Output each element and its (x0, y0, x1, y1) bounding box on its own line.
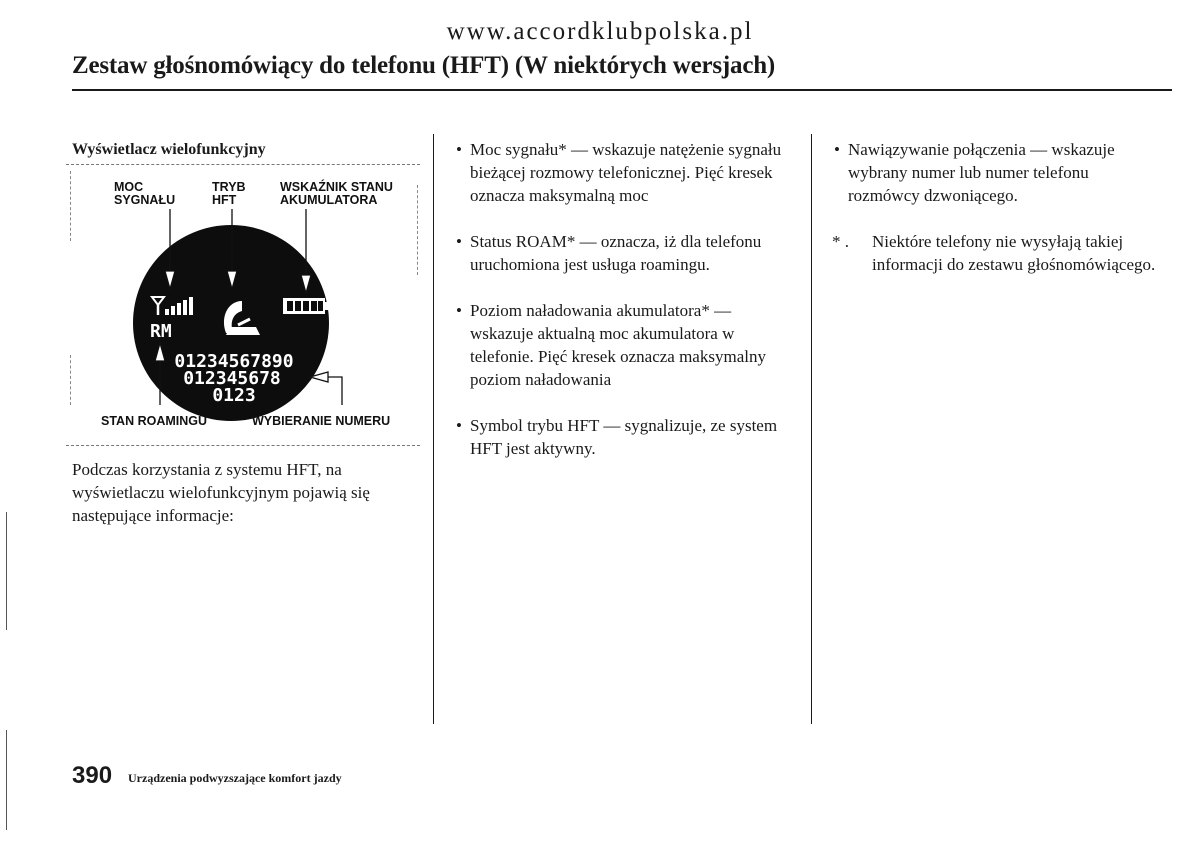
item-text: Symbol trybu HFT — sygnalizuje, ze system HFT jest aktywny. (470, 416, 778, 458)
item-text: Status ROAM* — oznacza, iż dla telefonu uruchomiona jest usługa roamingu. (470, 232, 762, 274)
page-title: Zestaw głośnomówiący do telefonu (HFT) (W niektórych wersjach) (72, 52, 776, 79)
bullet-mark: • (456, 301, 462, 320)
bullet-mark: • (834, 140, 840, 159)
list-item (456, 230, 786, 276)
column-divider-left (433, 134, 434, 724)
bullet-mark: • (456, 140, 462, 159)
margin-mark (6, 730, 7, 830)
intro-paragraph: Podczas korzystania z systemu HFT, na wyświetlaczu wielofunkcyjnym pojawią się następujące informacje: (72, 460, 370, 525)
section-footer: Urządzenia podwyzszające komfort jazdy (128, 771, 342, 785)
footnote-text: Niektóre telefony nie wysyłają takiej informacji do zestawu głośnomówiącego. (872, 232, 1156, 274)
bullet-mark: • (456, 232, 462, 251)
list-item (456, 138, 786, 207)
list-item (834, 138, 1154, 207)
middle-bullet-list (456, 138, 786, 460)
right-bullet-list (834, 138, 1154, 207)
display-number-line-1: 01234567890 (174, 351, 294, 372)
title-rule (72, 89, 1172, 91)
display-number-line-2: 012345678 (183, 368, 281, 389)
item-text: Moc sygnału* — wskazuje natężenie sygnału bieżącej rozmowy telefonicznej. Pięć kresek oznacza maksymalną moc (470, 140, 782, 205)
column-divider-right (811, 134, 812, 724)
multifunction-display-figure (66, 164, 420, 446)
item-text: Poziom naładowania akumulatora* — wskazuje aktualną moc akumulatora w telefonie. Pięć kresek oznacza maksymalny poziom naładowania (470, 301, 766, 389)
list-item (456, 414, 786, 460)
battery-icon (283, 298, 329, 314)
bullet-mark: • (456, 416, 462, 435)
margin-mark (6, 512, 7, 630)
display-illustration (66, 165, 420, 445)
roaming-code: RM (150, 321, 172, 342)
footnote (832, 230, 1162, 276)
section-heading: Wyświetlacz wielofunkcyjny (72, 141, 266, 158)
label-battery-indicator: WSKAŹNIK STANU AKUMULATORA (280, 180, 393, 207)
label-dialing-number: WYBIERANIE NUMERU (252, 414, 391, 428)
label-hft-mode: TRYB HFT (212, 180, 246, 207)
list-item (456, 299, 786, 391)
label-roaming-status: STAN ROAMINGU (101, 414, 208, 428)
footnote-mark: * . (832, 232, 849, 251)
site-url: www.accordklubpolska.pl (446, 18, 754, 45)
display-number-line-3: 0123 (212, 385, 256, 406)
label-signal-strength: MOC SYGNAŁU (114, 180, 176, 207)
page-number: 390 (72, 762, 113, 789)
item-text: Nawiązywanie połączenia — wskazuje wybrany numer lub numer telefonu rozmówcy dzwoniącego. (848, 140, 1115, 205)
